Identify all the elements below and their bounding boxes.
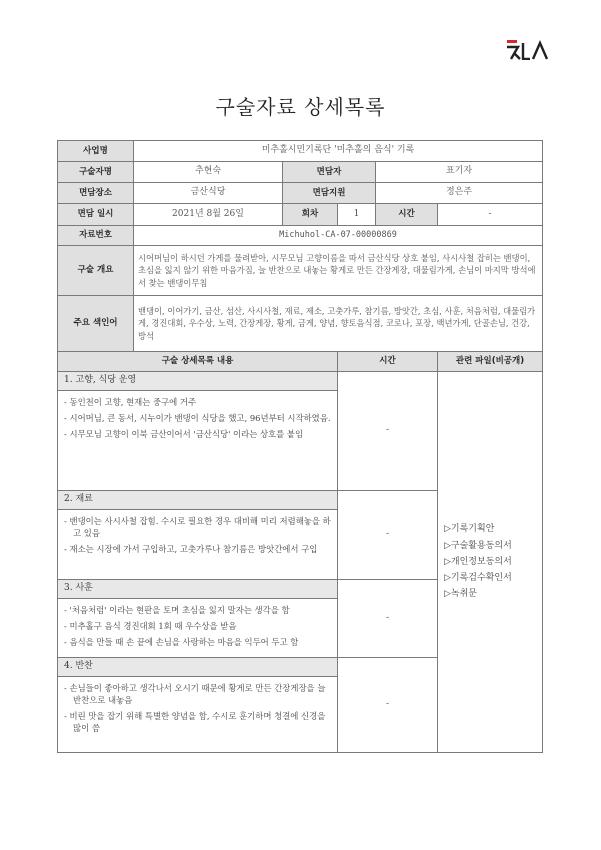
section-title: 2. 재료 (58, 491, 338, 510)
files-header: 관련 파일(비공개) (438, 352, 543, 372)
interviewer-label: 면담자 (283, 162, 376, 183)
oral-record-table (57, 140, 543, 753)
summary-label: 구술 개요 (58, 246, 134, 296)
list-item: - 미추홀구 음식 경진대회 1회 때 우수상을 받음 (64, 621, 237, 632)
list-item: - 시무모님 고향이 이북 금산이어서 '금산식당' 이라는 상호를 붙임 (64, 429, 304, 440)
section-title: 3. 사훈 (58, 580, 338, 599)
section-title: 1. 고향, 식당 운영 (58, 372, 338, 391)
list-item: - 밴댕이는 사시사철 잡힘. 수시로 필요한 경우 대비해 미리 저렴해놓을 하고 있음 (64, 516, 331, 539)
section-content (58, 676, 338, 752)
content-header: 구술 상세목록 내용 (58, 352, 338, 372)
row-date (58, 204, 543, 226)
list-item: - 시어머님, 큰 동서, 시누이가 밴댕이 식당을 했고, 96년부터 시작하였음. (64, 413, 331, 424)
page-title: 구술자료 상세목록 (215, 95, 386, 119)
archive-logo-icon (505, 40, 549, 60)
file-link[interactable]: ▷구술활용동의서 (444, 540, 512, 551)
file-link[interactable]: ▷기록기획안 (444, 524, 495, 535)
session-value: 1 (338, 204, 376, 226)
place-label: 면담장소 (58, 183, 134, 204)
section-content (58, 391, 338, 491)
list-item: - '처음처럼' 이라는 현판을 토며 초심을 잃지 말자는 생각을 함 (64, 605, 290, 615)
row-summary (58, 246, 543, 296)
section-content (58, 510, 338, 580)
section-content (58, 599, 338, 658)
row-project (58, 141, 543, 162)
support-label: 면담지원 (283, 183, 376, 204)
list-item: - 동인천이 고향, 현재는 중구에 거주 (64, 397, 197, 407)
list-item: - 음식을 만들 때 손 끝에 손님을 사랑하는 마음을 익두어 두고 함 (64, 637, 299, 648)
file-link[interactable]: ▷개인정보동의서 (444, 556, 512, 567)
time-label: 시간 (376, 204, 438, 226)
session-label: 회차 (283, 204, 338, 226)
narrator-value: 추현숙 (134, 162, 283, 183)
support-value: 정은주 (376, 183, 543, 204)
section-title: 4. 반찬 (58, 657, 338, 676)
row-narrator (58, 162, 543, 183)
section-title-row (58, 372, 543, 391)
section-time: - (338, 372, 438, 491)
number-value: Michuhol-CA-07-00000869 (134, 226, 543, 246)
section-time: - (338, 491, 438, 580)
keywords-label: 주요 색인어 (58, 296, 134, 352)
project-value: 미추홀시민기록단 '미추홀의 음식' 기록 (134, 141, 543, 162)
number-label: 자료번호 (58, 226, 134, 246)
date-value: 2021년 8월 26일 (134, 204, 283, 226)
keywords-value: 밴댕이, 이어가기, 금산, 섬산, 사시사철, 재료, 제소, 고춧가루, 참기름, 방앗간, 초심, 사훈, 처음처럼, 대물림가게, 경진대회, 우수상, 노력, 간장게장, 황게, 금게, 양념, 향토음식점, 코로나, 포장, 백년가게, 단골손님, 건강, 방석 (134, 296, 543, 352)
row-number (58, 226, 543, 246)
summary-value: 시어머님이 하시던 가게를 물려받아, 시무모님 고향이름을 따서 금산식당 상호 붙임, 사시사철 잡히는 밴댕이, 초심을 잃지 않기 위한 마음가짐, 늘 반찬으로 내놓는 황게로 만든 간장게장, 대물림가게, 손님이 마지막 방석에서 찾는 밴댕이무침 (134, 246, 543, 296)
section-time: - (338, 657, 438, 752)
project-label: 사업명 (58, 141, 134, 162)
row-detail-header (58, 352, 543, 372)
date-label: 면담 일시 (58, 204, 134, 226)
list-item: - 손님들이 좋아하고 생각나서 오시기 때문에 황게로 만든 간장게장을 늘 반찬으로 내놓음 (64, 682, 326, 705)
row-keywords (58, 296, 543, 352)
row-place (58, 183, 543, 204)
list-item: - 비린 맛을 잡기 위해 특별한 양념을 함, 수시로 훈기하며 청결에 신경을 많이 씀 (64, 710, 326, 734)
file-link[interactable]: ▷기록검수확인서 (444, 572, 512, 583)
place-value: 금산식당 (134, 183, 283, 204)
narrator-label: 구술자명 (58, 162, 134, 183)
file-link[interactable]: ▷녹취문 (444, 589, 478, 600)
section-time: - (338, 580, 438, 658)
list-item: - 재소는 시장에 가서 구입하고, 고춧가루나 참기름은 방앗간에서 구입 (64, 544, 318, 555)
time-header: 시간 (338, 352, 438, 372)
interviewer-value: 표기자 (376, 162, 543, 183)
related-files (438, 372, 543, 753)
time-value: - (438, 204, 543, 226)
